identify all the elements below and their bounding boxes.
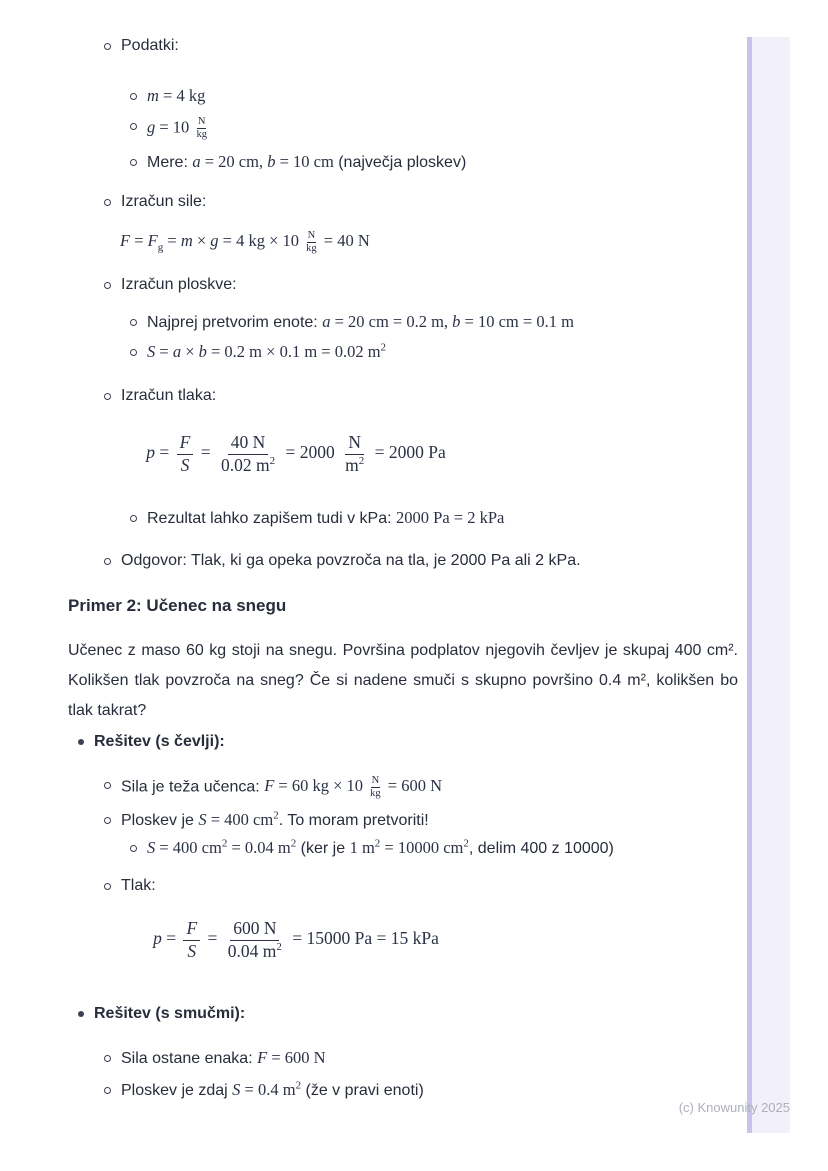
accent-strip	[752, 37, 790, 1133]
list-item-odgovor	[68, 551, 768, 571]
problem-statement: Učenec z maso 60 kg stoji na snegu. Površina podplatov njegovih čevljev je skupaj 400 cm². Kolikšen tlak povzroča na sneg? Če si nadene smuči s skupno površino 0.4 m², kolikšen bo tlak takrat?	[68, 642, 738, 719]
list-item-resitev-smucmi	[68, 1004, 768, 1024]
ploskev2-prefix: Ploskev je zdaj	[121, 1082, 233, 1099]
inline-math-pretvorba: a = 20 cm = 0.2 m, b = 10 cm = 0.1 m	[322, 312, 574, 331]
accent-line	[747, 37, 752, 1133]
pressure-formula-1	[68, 432, 524, 477]
pretvorba-suffix: , delim 400 z 10000)	[468, 840, 614, 857]
item-text	[147, 312, 768, 333]
item-text	[147, 508, 768, 529]
ploskev-suffix: . To moram pretvoriti!	[278, 812, 429, 829]
inline-math-ploskev: S = 400 $cm^2$	[198, 809, 279, 829]
item-label: Tlak:	[121, 877, 156, 894]
circle-bullet-icon	[104, 1087, 111, 1094]
inline-math-pretvorba-1: S = 400 $cm^2 = 0.04$ $m^2$	[147, 837, 297, 857]
item-text	[147, 838, 768, 859]
list-item-mere	[68, 152, 768, 173]
list-item-ploskev	[68, 810, 768, 831]
inline-math-area: S = a × b = 0.2 m × 0.1 m = 0.02 $m^2$	[147, 341, 387, 361]
inline-math-mass: m = 4 kg	[147, 86, 206, 105]
list-item-rezultat	[68, 508, 768, 529]
circle-bullet-icon	[130, 159, 137, 166]
list-item-gravity	[68, 116, 768, 141]
section-heading-primer2: Primer 2: Učenec na snegu	[68, 596, 287, 615]
list-item-mass	[68, 86, 768, 106]
circle-bullet-icon	[130, 93, 137, 100]
inline-math-rezultat: 2000 Pa = 2 kPa	[396, 508, 505, 527]
copyright-watermark: (c) Knowunity 2025	[678, 1100, 790, 1115]
list-item-pretvorba-enot	[68, 312, 768, 333]
list-item-izracun-ploskve	[68, 275, 768, 295]
pretvorba-mid: (ker je	[296, 840, 350, 857]
inline-math-mere: a = 20 cm, b = 10 cm	[192, 152, 334, 171]
circle-bullet-icon	[104, 43, 111, 50]
pressure-formula-2	[68, 918, 524, 963]
circle-bullet-icon	[130, 123, 137, 130]
sila-prefix: Sila je teža učenca:	[121, 778, 265, 796]
disc-bullet-icon	[78, 739, 84, 745]
list-item-sila-ucenca	[68, 775, 768, 800]
ploskev2-suffix: (že v pravi enoti)	[301, 1082, 424, 1099]
item-text	[121, 810, 768, 831]
item-label: Podatki:	[121, 37, 179, 54]
circle-bullet-icon	[130, 515, 137, 522]
list-item-resitev-cevlji	[68, 732, 768, 752]
disc-bullet-icon	[78, 1011, 84, 1017]
item-label: Rešitev (s čevlji):	[94, 733, 225, 750]
ploskev-prefix: Ploskev je	[121, 812, 199, 829]
circle-bullet-icon	[130, 845, 137, 852]
item-text	[147, 152, 768, 173]
item-label: Rešitev (s smučmi):	[94, 1005, 246, 1022]
item-label: Odgovor: Tlak, ki ga opeka povzroča na tla, je 2000 Pa ali 2 kPa.	[121, 552, 581, 569]
mere-prefix: Mere:	[147, 154, 193, 171]
display-math-pressure-1: p = $\frac{F}{S}$ = $\frac{40 N}{0.02 m^2}$ = 2000 $\frac{N}{m^2}$ = 2000 Pa	[146, 432, 446, 475]
inline-math-force: $F = F_g = m \times g = 4$ kg × 10 $\frac{N}{kg}$ = 40 N	[120, 230, 370, 255]
inline-math-pretvorba-2: 1 $m^2 = 10000$ $cm^2$	[349, 837, 469, 857]
list-item-izracun-sile	[68, 192, 768, 212]
force-formula	[68, 230, 768, 255]
list-item-tlak	[68, 876, 768, 896]
item-text	[121, 1048, 768, 1069]
circle-bullet-icon	[104, 782, 111, 789]
mere-suffix: (največja ploskev)	[333, 154, 467, 171]
item-text	[121, 775, 768, 800]
inline-math-sila: F = 60 kg × 10 $\frac{N}{kg}$ = 600 N	[264, 775, 443, 800]
circle-bullet-icon	[130, 349, 137, 356]
circle-bullet-icon	[104, 1055, 111, 1062]
circle-bullet-icon	[130, 319, 137, 326]
list-item-sila-enaka	[68, 1048, 768, 1069]
circle-bullet-icon	[104, 282, 111, 289]
inline-math-gravity: g = 10 $\frac{N}{kg}$	[147, 116, 207, 141]
inline-math-sila2: F = 600 N	[257, 1048, 326, 1067]
sila2-prefix: Sila ostane enaka:	[121, 1050, 258, 1067]
circle-bullet-icon	[104, 199, 111, 206]
list-item-ploskev-zdaj	[68, 1080, 768, 1101]
circle-bullet-icon	[104, 393, 111, 400]
list-item-izracun-tlaka	[68, 386, 768, 406]
list-item-podatki	[68, 36, 768, 56]
circle-bullet-icon	[104, 883, 111, 890]
circle-bullet-icon	[104, 558, 111, 565]
list-item-pretvorba-cm2	[68, 838, 768, 859]
item-label: Izračun ploskve:	[121, 276, 237, 293]
item-label: Izračun sile:	[121, 193, 207, 210]
rezultat-prefix: Rezultat lahko zapišem tudi v kPa:	[147, 510, 397, 527]
inline-math-ploskev2: S = 0.4 $m^2$	[232, 1079, 302, 1099]
list-item-area-formula	[68, 342, 768, 362]
display-math-pressure-2: p = $\frac{F}{S}$ = $\frac{600 N}{0.04 m^2}$ = 15000 Pa = 15 kPa	[153, 918, 439, 961]
item-text	[121, 1080, 768, 1101]
circle-bullet-icon	[104, 817, 111, 824]
item-label: Izračun tlaka:	[121, 387, 217, 404]
pretvorba-prefix: Najprej pretvorim enote:	[147, 314, 323, 331]
